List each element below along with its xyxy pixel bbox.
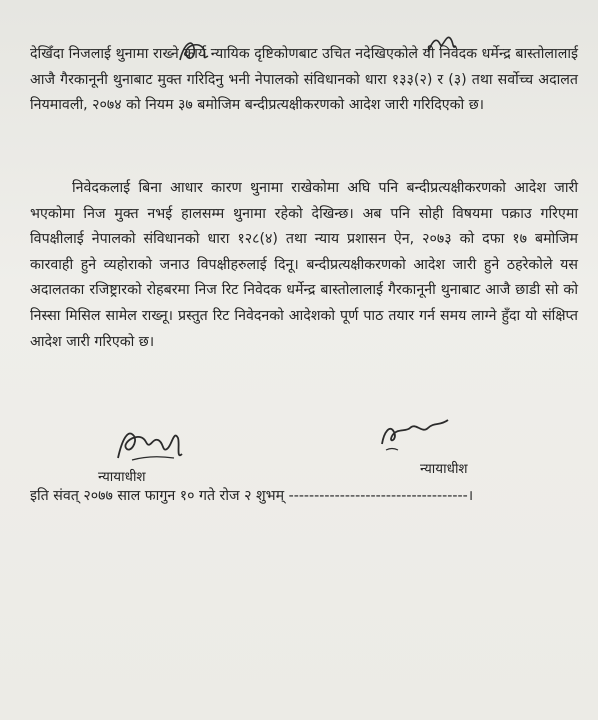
- left-judge-signature: [112, 420, 192, 466]
- order-paragraph-2: निवेदकलाई बिना आधार कारण थुनामा राखेकोमा अघि पनि बन्दीप्रत्यक्षीकरणको आदेश जारी भएकोमा निज मुक्त नभई हालसम्म थुनामा रहेको देखिन्छ। अब पनि सोही विषयमा पक्राउ गरिएमा विपक्षीलाई नेपालको संविधानको धारा १२८(४) तथा न्याय प्रशासन ऐन, २०७३ को दफा १७ बमोजिम कारवाही हुने व्यहोराको जनाउ विपक्षीहरुलाई दिनू। बन्दीप्रत्यक्षीकरणको आदेश जारी हुने ठहरेकोले यस अदालतका रजिष्ट्रारको रोहबरमा निज रिट निवेदक धर्मेन्द्र बास्तोलालाई गैरकानूनी थुनाबाट आजै छाडी सो को निस्सा मिसिल सामेल राख्नू। प्रस्तुत रिट निवेदनको आदेशको पूर्ण पाठ तयार गर्न समय लाग्ने हुँदा यो संक्षिप्त आदेश जारी गरिएको छ।: [30, 180, 578, 350]
- closing-date-line: इति संवत् २०७७ साल फागुन १० गते रोज २ शुभम् -----------------------------------।: [30, 488, 474, 504]
- right-judge-label: न्यायाधीश: [420, 461, 468, 477]
- left-judge-label: न्यायाधीश: [98, 469, 146, 485]
- right-judge-signature: [376, 414, 456, 454]
- order-paragraph-1: देखिँदा निजलाई थुनामा राख्ने कार्य न्यायिक दृष्टिकोणबाट उचित नदेखिएकोले यी निवेदक धर्मेन्द्र बास्तोलालाई आजै गैरकानूनी थुनाबाट मुक्त गरिदिनु भनी नेपालको संविधानको धारा १३३(२) र (३) तथा सर्वोच्च अदालत नियमावली, २०७४ को नियम ३७ बमोजिम बन्दीप्रत्यक्षीकरणको आदेश जारी गरिदिएको छ।: [30, 46, 578, 114]
